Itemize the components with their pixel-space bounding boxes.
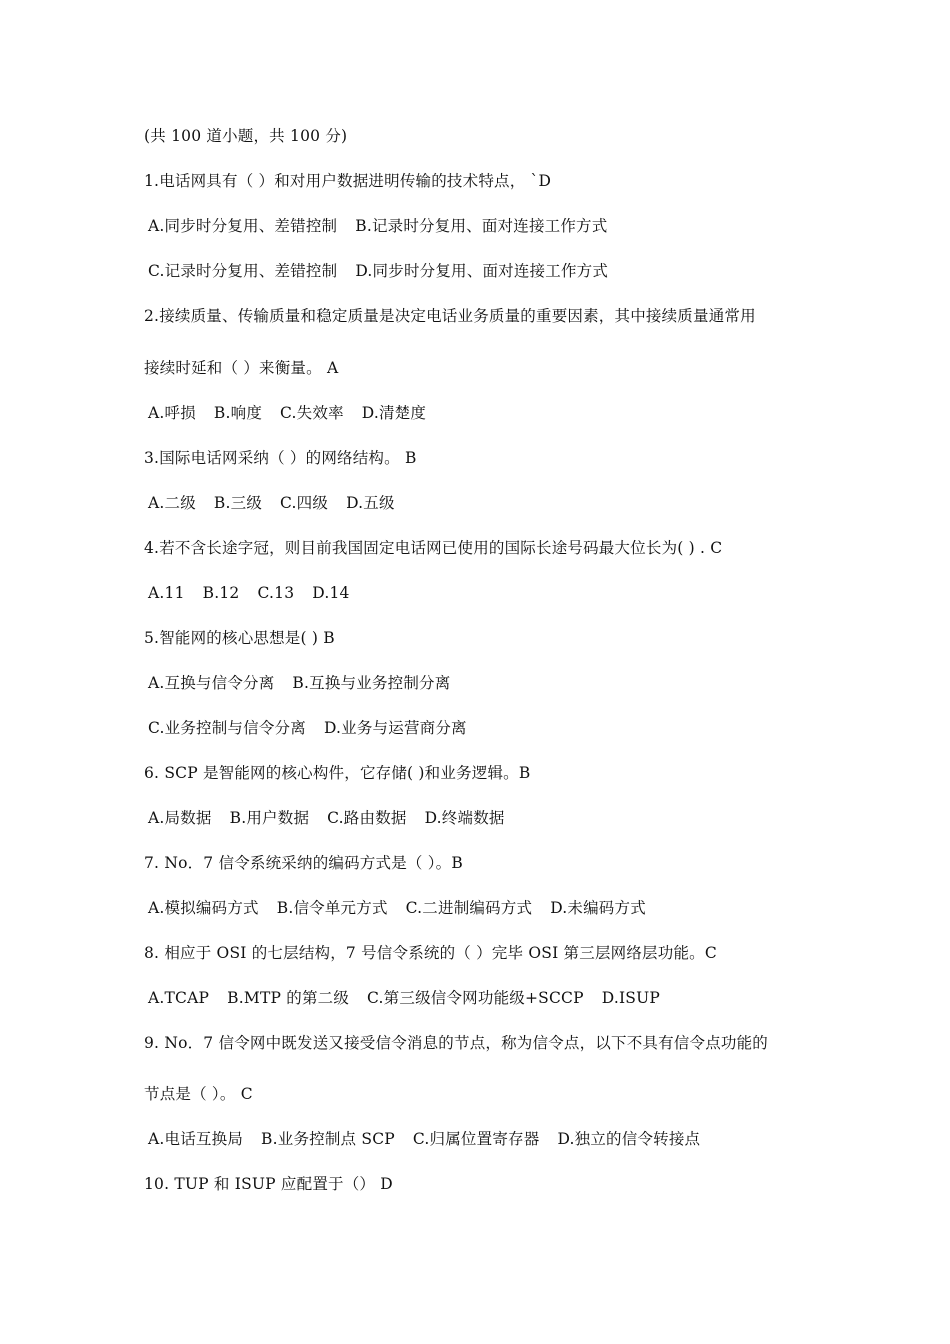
question-3-text: 3.国际电话网采纳（ ）的网络结构。 B <box>144 449 417 467</box>
question-8-options <box>148 988 660 1008</box>
question-8-text: 8. 相应于 OSI 的七层结构，7 号信令系统的（ ）完毕 OSI 第三层网络层功能。C <box>144 944 717 962</box>
option-a: A.模拟编码方式 <box>148 899 259 917</box>
option-c: C.记录时分复用、差错控制 <box>148 262 338 280</box>
question-1-text: 1.电话网具有（ ）和对用户数据进明传输的技术特点， `D <box>144 172 552 190</box>
option-d: D.ISUP <box>601 989 660 1007</box>
question-5-options-row-1 <box>148 673 450 693</box>
option-b: B.响度 <box>213 404 263 422</box>
question-6-options <box>148 808 505 828</box>
question-7-text: 7. No．7 信令系统采纳的编码方式是（ ）。B <box>144 854 463 872</box>
exam-header: (共 100 道小题，共 100 分) <box>144 127 348 145</box>
question-1-options-row-2 <box>148 261 608 281</box>
question-4-text: 4.若不含长途字冠，则目前我国固定电话网已使用的国际长途号码最大位长为( ) . C <box>144 539 723 557</box>
question-10-text: 10. TUP 和 ISUP 应配置于（） D <box>144 1175 393 1193</box>
question-7-options <box>148 898 646 918</box>
option-d: D.五级 <box>346 494 395 512</box>
question-2-text-line-2: 接续时延和（ ）来衡量。 A <box>144 359 339 377</box>
option-b: B.三级 <box>213 494 263 512</box>
option-c: C.第三级信令网功能级+SCCP <box>367 989 584 1007</box>
option-c: C.失效率 <box>280 404 344 422</box>
option-d: D.独立的信令转接点 <box>557 1130 701 1148</box>
question-9-text-line-2: 节点是（ ）。 C <box>144 1085 253 1103</box>
question-2-text-line-1: 2.接续质量、传输质量和稳定质量是决定电话业务质量的重要因素，其中接续质量通常用 <box>144 307 756 325</box>
option-b: B.互换与业务控制分离 <box>292 674 451 692</box>
question-9-text-line-1: 9. No．7 信令网中既发送又接受信令消息的节点，称为信令点，以下不具有信令点功能的 <box>144 1034 769 1052</box>
question-5-text: 5.智能网的核心思想是( ) B <box>144 629 335 647</box>
option-a: A.11 <box>148 584 185 602</box>
option-b: B.业务控制点 SCP <box>261 1130 395 1148</box>
option-d: D.终端数据 <box>424 809 505 827</box>
option-d: D.业务与运营商分离 <box>323 719 467 737</box>
option-d: D.未编码方式 <box>550 899 646 917</box>
option-a: A.TCAP <box>148 989 210 1007</box>
question-9-options <box>148 1129 700 1149</box>
option-c: C.13 <box>257 584 295 602</box>
option-c: C.二进制编码方式 <box>405 899 533 917</box>
question-4-options <box>148 583 350 603</box>
option-a: A.局数据 <box>148 809 212 827</box>
question-5-options-row-2 <box>148 718 467 738</box>
option-a: A.二级 <box>148 494 196 512</box>
question-3-options <box>148 493 395 513</box>
question-1-options-row-1 <box>148 216 607 236</box>
option-b: B.12 <box>202 584 240 602</box>
option-a: A.互换与信令分离 <box>148 674 275 692</box>
question-2-options <box>148 403 426 423</box>
option-b: B.用户数据 <box>229 809 310 827</box>
option-a: A.电话互换局 <box>148 1130 244 1148</box>
question-6-text: 6. SCP 是智能网的核心构件，它存储( )和业务逻辑。B <box>144 764 531 782</box>
option-b: B.信令单元方式 <box>276 899 388 917</box>
option-b: B.MTP 的第二级 <box>227 989 350 1007</box>
option-d: D.清楚度 <box>361 404 427 422</box>
option-d: D.同步时分复用、面对连接工作方式 <box>355 262 609 280</box>
option-c: C.四级 <box>280 494 329 512</box>
option-c: C.归属位置寄存器 <box>412 1130 540 1148</box>
option-c: C.路由数据 <box>327 809 407 827</box>
option-c: C.业务控制与信令分离 <box>148 719 306 737</box>
option-a: A.同步时分复用、差错控制 <box>148 217 338 235</box>
option-b: B.记录时分复用、面对连接工作方式 <box>355 217 608 235</box>
option-d: D.14 <box>312 584 350 602</box>
option-a: A.呼损 <box>148 404 196 422</box>
